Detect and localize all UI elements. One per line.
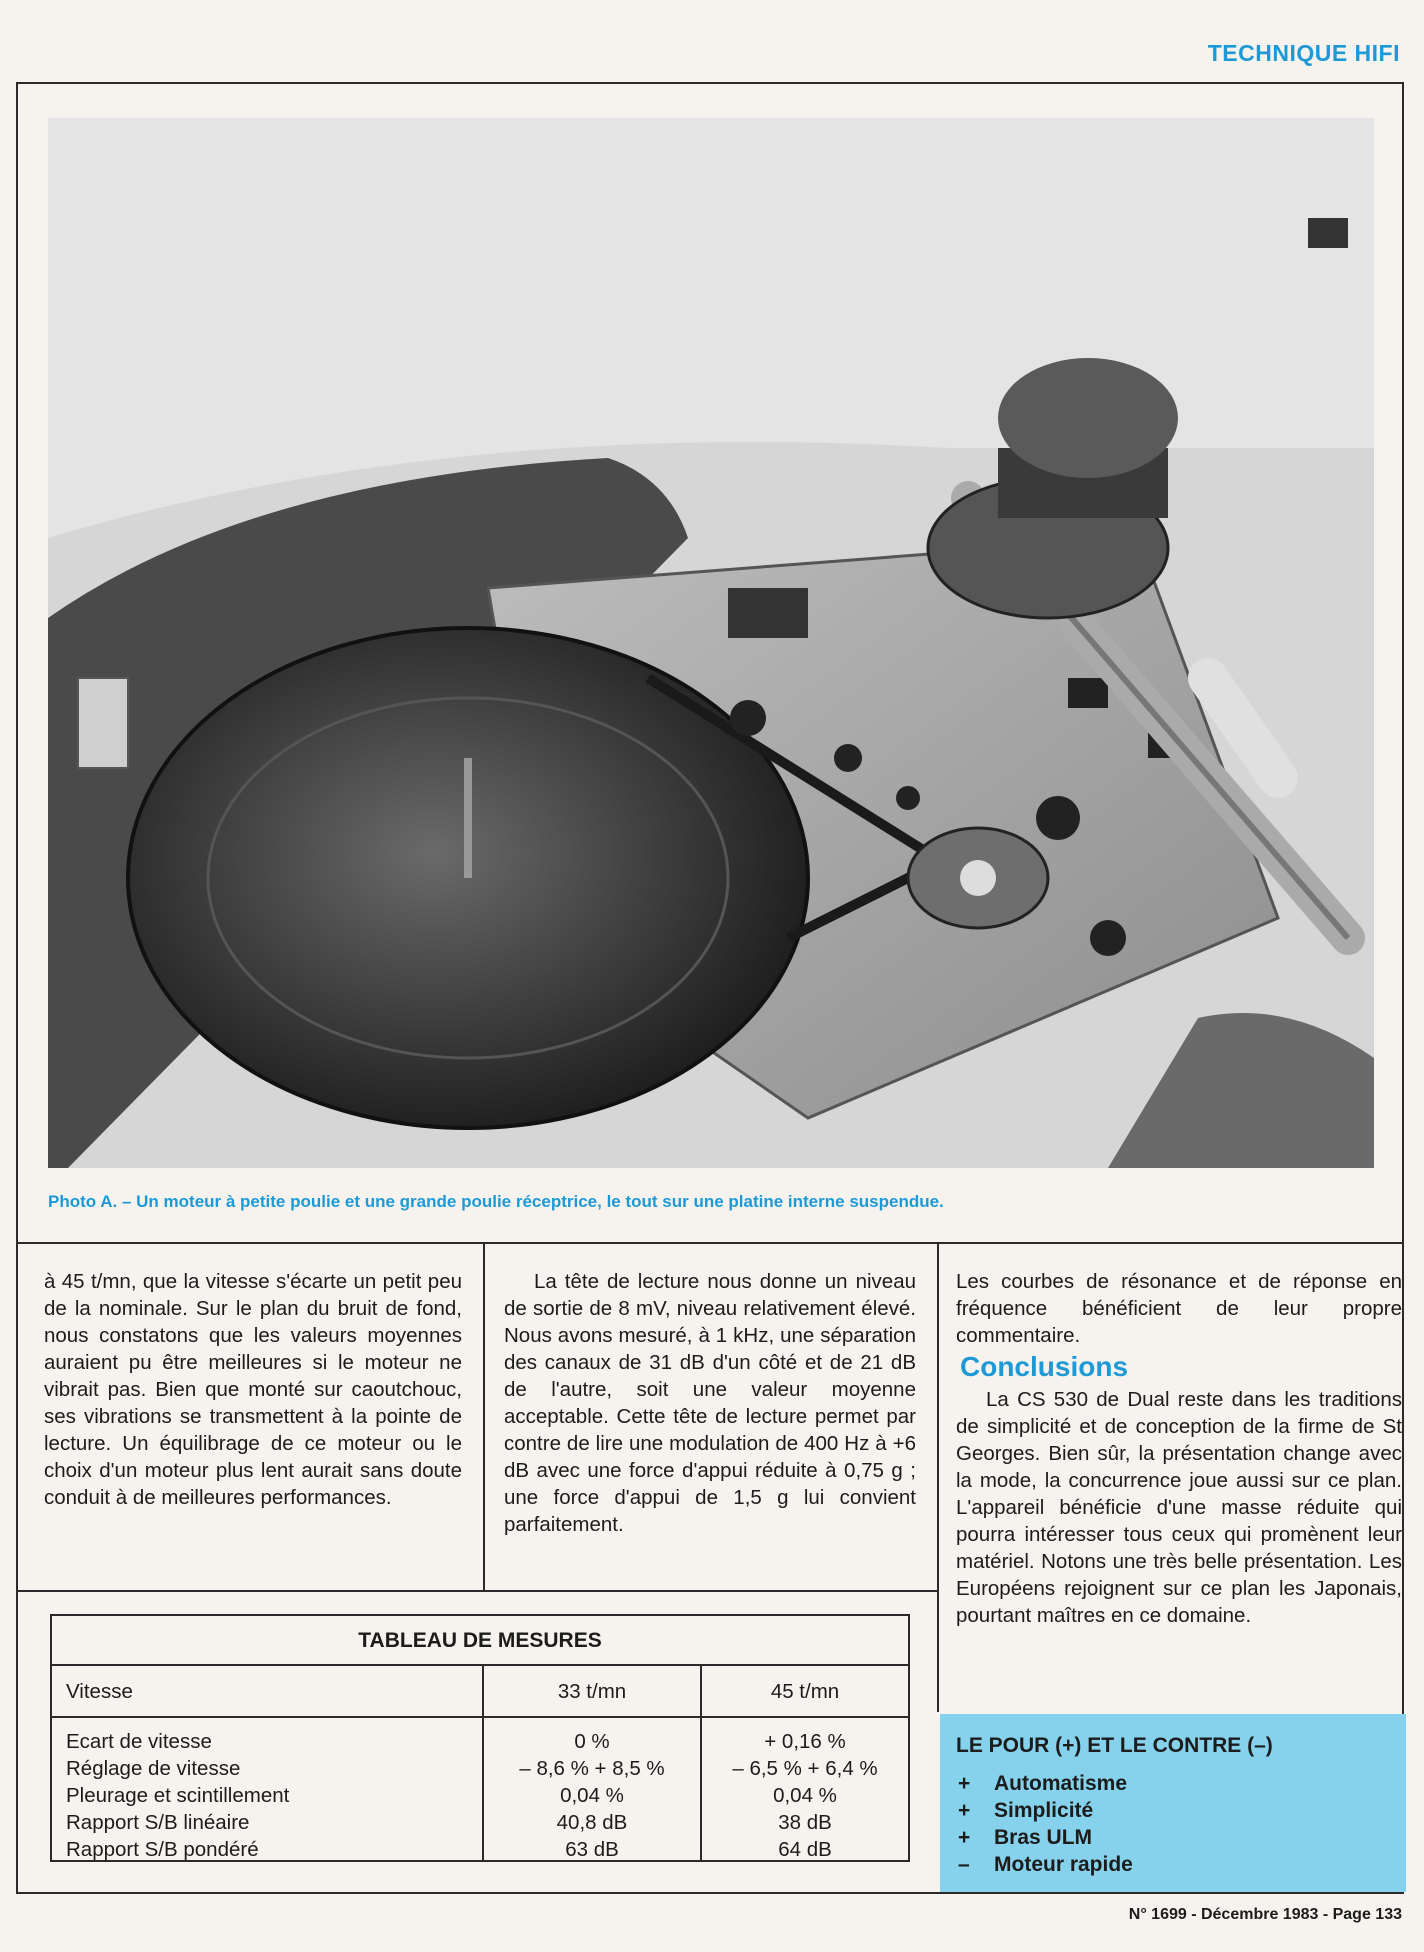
table-cell-45: 38 dB: [778, 1811, 832, 1834]
table-header-33: 33 t/mn: [557, 1680, 627, 1703]
text-column-3: [956, 1268, 1402, 1629]
pour-contre-item: [958, 1853, 1133, 1877]
turntable-illustration: [48, 118, 1374, 1168]
table-cell-33: 63 dB: [565, 1838, 619, 1861]
conclusions-text: La CS 530 de Dual reste dans les traditions de simplicité et de conception de la firme de St Georges. Bien sûr, la présentation change avec la mode, la concurrence joue aussi sur ce plan. L'appareil bénéficie d'une masse réduite qui pourra intéresser tous ceux qui promènent leur matériel. Notons une très belle présentation. Les Européens rejoignent sur ce plan les Japonais, pourtant maîtres en ce domaine.: [956, 1388, 1402, 1627]
table-header-label: Vitesse: [66, 1680, 133, 1703]
table-cell-33: 0,04 %: [560, 1784, 624, 1807]
table-row-label: Rapport S/B linéaire: [66, 1811, 250, 1834]
turntable-photo: [48, 118, 1374, 1168]
table-cell-33: – 8,6 % + 8,5 %: [519, 1757, 665, 1780]
table-row-label: Ecart de vitesse: [66, 1730, 212, 1753]
table-row-label: Réglage de vitesse: [66, 1757, 241, 1780]
section-header: TECHNIQUE HIFI: [1207, 40, 1400, 66]
pour-contre-item: [958, 1772, 1127, 1796]
divider-above-table: [16, 1590, 939, 1592]
photo-caption: Photo A. – Un moteur à petite poulie et une grande poulie réceptrice, le tout sur une platine interne suspendue.: [48, 1192, 944, 1211]
pour-contre-title: LE POUR (+) ET LE CONTRE (–): [956, 1734, 1273, 1757]
conclusions-heading: Conclusions: [960, 1351, 1129, 1382]
column-2-text: La tête de lecture nous donne un niveau de sortie de 8 mV, niveau relativement élevé. Nous avons mesuré, à 1 kHz, une séparation des canaux de 31 dB d'un côté et de 21 dB de l'autre, soit une valeur moyenne acceptable. Cette tête de lecture permet par contre de lire une modulation de 400 Hz à +6 dB avec une force d'appui réduite à 0,75 g ; une force d'appui de 1,5 g lui convient parfaitement.: [504, 1270, 916, 1536]
table-cell-45: 0,04 %: [773, 1784, 837, 1807]
item-label: Moteur rapide: [994, 1853, 1133, 1876]
pour-contre-box: [940, 1714, 1406, 1892]
table-cell-45: 64 dB: [778, 1838, 832, 1861]
measurement-table: [50, 1614, 910, 1862]
item-sign: –: [958, 1853, 970, 1876]
divider-top: [16, 1242, 1404, 1244]
table-cell-45: + 0,16 %: [764, 1730, 846, 1753]
text-column-1: [44, 1268, 462, 1511]
item-sign: +: [958, 1799, 971, 1822]
table-header-45: 45 t/mn: [770, 1680, 840, 1703]
table-cell-45: – 6,5 % + 6,4 %: [732, 1757, 878, 1780]
table-title: TABLEAU DE MESURES: [52, 1616, 908, 1666]
table-row-label: Pleurage et scintillement: [66, 1784, 290, 1807]
item-label: Bras ULM: [994, 1826, 1093, 1849]
table-header-divider: [52, 1716, 908, 1718]
item-sign: +: [958, 1772, 971, 1795]
text-column-2: [504, 1268, 916, 1538]
table-cell-33: 0 %: [574, 1730, 610, 1753]
divider-col2-col3: [937, 1242, 939, 1712]
table-cell-33: 40,8 dB: [556, 1811, 628, 1834]
pour-contre-item: [958, 1826, 1092, 1850]
column-1-text: à 45 t/mn, que la vitesse s'écarte un petit peu de la nominale. Sur le plan du bruit de fond, nous constatons que les valeurs moyennes auraient pu être meilleures si le moteur ne vibrait pas. Bien que monté sur caoutchouc, ses vibrations se transmettent à la pointe de lecture. Un équilibrage de ce moteur ou le choix d'un moteur plus lent aurait sans doute conduit à de meilleures performances.: [44, 1270, 462, 1509]
pour-contre-item: [958, 1799, 1093, 1823]
table-row-label: Rapport S/B pondéré: [66, 1838, 259, 1861]
item-label: Simplicité: [994, 1799, 1094, 1822]
item-label: Automatisme: [994, 1772, 1128, 1795]
column-3-intro: Les courbes de résonance et de réponse en fréquence bénéficient de leur propre commentaire.: [956, 1270, 1402, 1347]
page-footer: N° 1699 - Décembre 1983 - Page 133: [1128, 1906, 1402, 1923]
divider-col1-col2: [483, 1242, 485, 1590]
item-sign: +: [958, 1826, 971, 1849]
